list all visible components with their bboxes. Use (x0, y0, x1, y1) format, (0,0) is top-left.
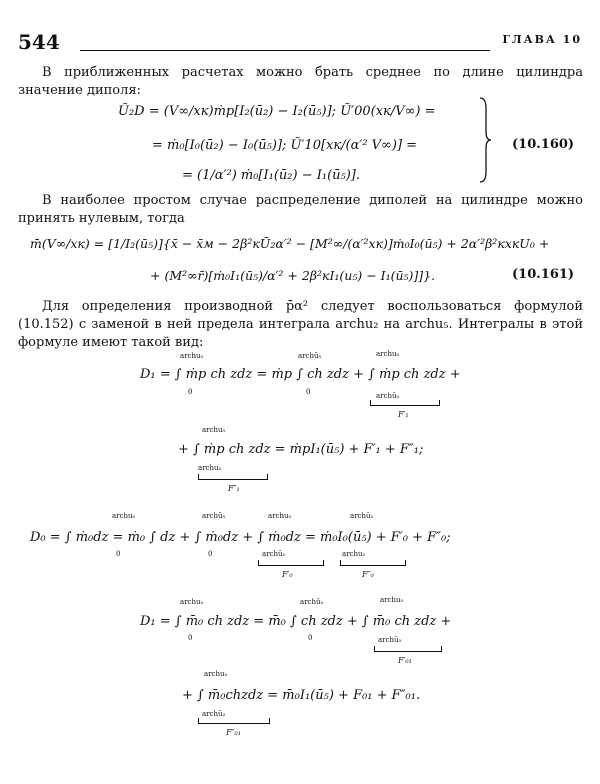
eq161-line2: + (M²∞r̄)[ṁ₀I₁(ū₅)/α′² + 2β²кI₁(u₅) − I₁(ū₅)]]}. (150, 268, 436, 283)
eq160-line2: = ṁ₀[I₀(ū₂) − I₀(ū₅)]; Ũ′10[xк/(α′² V∞)] = (152, 138, 418, 153)
paragraph-3: Для определения производной p̄̇α² следует воспользоваться формулой (10.152) с заменой в ней предела интеграла archu₂ на archu₅. Интегралы в этой формуле имеют такой вид: (18, 299, 583, 350)
brace-label: F′₁ (398, 410, 409, 419)
lim-lower: 0 (188, 388, 193, 396)
eq160-line3: = (1/α′²) ṁ₀[I₁(ū₂) − I₁(ū₅)]. (182, 168, 361, 183)
underbrace (258, 560, 324, 566)
eq161-line1: m̄̇(V∞/xк) = [1/I₂(ū₅)]{x̄ − x̄м − 2β²кŪ₂α′² − [M²∞/(α′²xк)]ṁ₀I₀(ū₅) + 2α′²β²кxкU₀ + (30, 236, 550, 251)
underbrace (340, 560, 406, 566)
D1-line1: D₁ = ∫ ṁp ch zdz = ṁp ∫ ch zdz + ∫ ṁp ch zdz + (140, 367, 461, 382)
lim-lower: archū₅ (262, 550, 286, 558)
underbrace (198, 718, 270, 724)
eq160-number: (10.160) (512, 137, 575, 152)
underbrace (374, 646, 442, 652)
lim-lower: 0 (116, 550, 121, 558)
eq161-number: (10.161) (512, 267, 575, 282)
lim-lower: archu₂ (342, 550, 366, 558)
lim-upper: archū₅ (300, 598, 324, 606)
paragraph-1: В приближенных расчетах можно брать среднее по длине цилиндра значение диполя: (18, 65, 583, 98)
lim-upper: archu₅ (202, 426, 226, 434)
lim-lower: archū₂ (202, 710, 226, 718)
lim-lower: 0 (188, 634, 193, 642)
underbrace (198, 474, 268, 480)
underbrace (370, 400, 440, 406)
lim-upper: archū₅ (202, 512, 226, 520)
lim-lower: archu₂ (198, 464, 222, 472)
lim-upper: archu₅ (112, 512, 136, 520)
brace-label: F″₀₁ (226, 728, 241, 737)
brace-label: F″₁ (228, 484, 240, 493)
lim-lower: archū₅ (378, 636, 402, 644)
D0-line: D₀ = ∫ ṁ₀dz = ṁ₀ ∫ dz + ∫ ṁ₀dz + ∫ ṁ₀dz = ṁ₀I₀(ū₅) + F′₀ + F″₀; (30, 530, 451, 545)
lim-upper: archu₅ (268, 512, 292, 520)
lim-lower: 0 (208, 550, 213, 558)
paragraph-2: В наиболее простом случае распределение диполей на цилиндре можно принять нулевым, тогда (18, 193, 583, 226)
right-brace (478, 96, 492, 184)
brace-label: F′₀ (282, 570, 293, 579)
D1-line2: + ∫ ṁp ch zdz = ṁpI₁(ū₅) + F′₁ + F″₁; (178, 442, 424, 457)
lim-upper: archū₂ (350, 512, 374, 520)
lim-upper: archu₅ (204, 670, 228, 678)
lim-upper: archu₅ (380, 596, 404, 604)
lim-upper: archu₅ (376, 350, 400, 358)
lim-upper: archu₅ (180, 352, 204, 360)
eq160-line1: Ũ₂D = (V∞/xк)ṁp[I₂(ū₂) − I₂(ū₅)]; Ũ′00(xк/V∞) = (118, 104, 436, 119)
lim-upper: archū₅ (298, 352, 322, 360)
D1b-line2: + ∫ m̄₀chzdz = m̄₀I₁(ū₅) + F₀₁ + F″₀₁. (182, 688, 421, 703)
lim-lower: 0 (308, 634, 313, 642)
running-head: ГЛАВА 10 (502, 33, 582, 46)
lim-upper: archu₅ (180, 598, 204, 606)
brace-label: F′₀₁ (398, 656, 412, 665)
brace-label: F″₀ (362, 570, 374, 579)
page-number: 544 (18, 30, 60, 54)
D1b-line1: D₁ = ∫ m̄₀ ch zdz = m̄₀ ∫ ch zdz + ∫ m̄₀ ch zdz + (140, 614, 452, 629)
lim-lower: archū₅ (376, 392, 400, 400)
header-rule (80, 50, 490, 51)
lim-lower: 0 (306, 388, 311, 396)
